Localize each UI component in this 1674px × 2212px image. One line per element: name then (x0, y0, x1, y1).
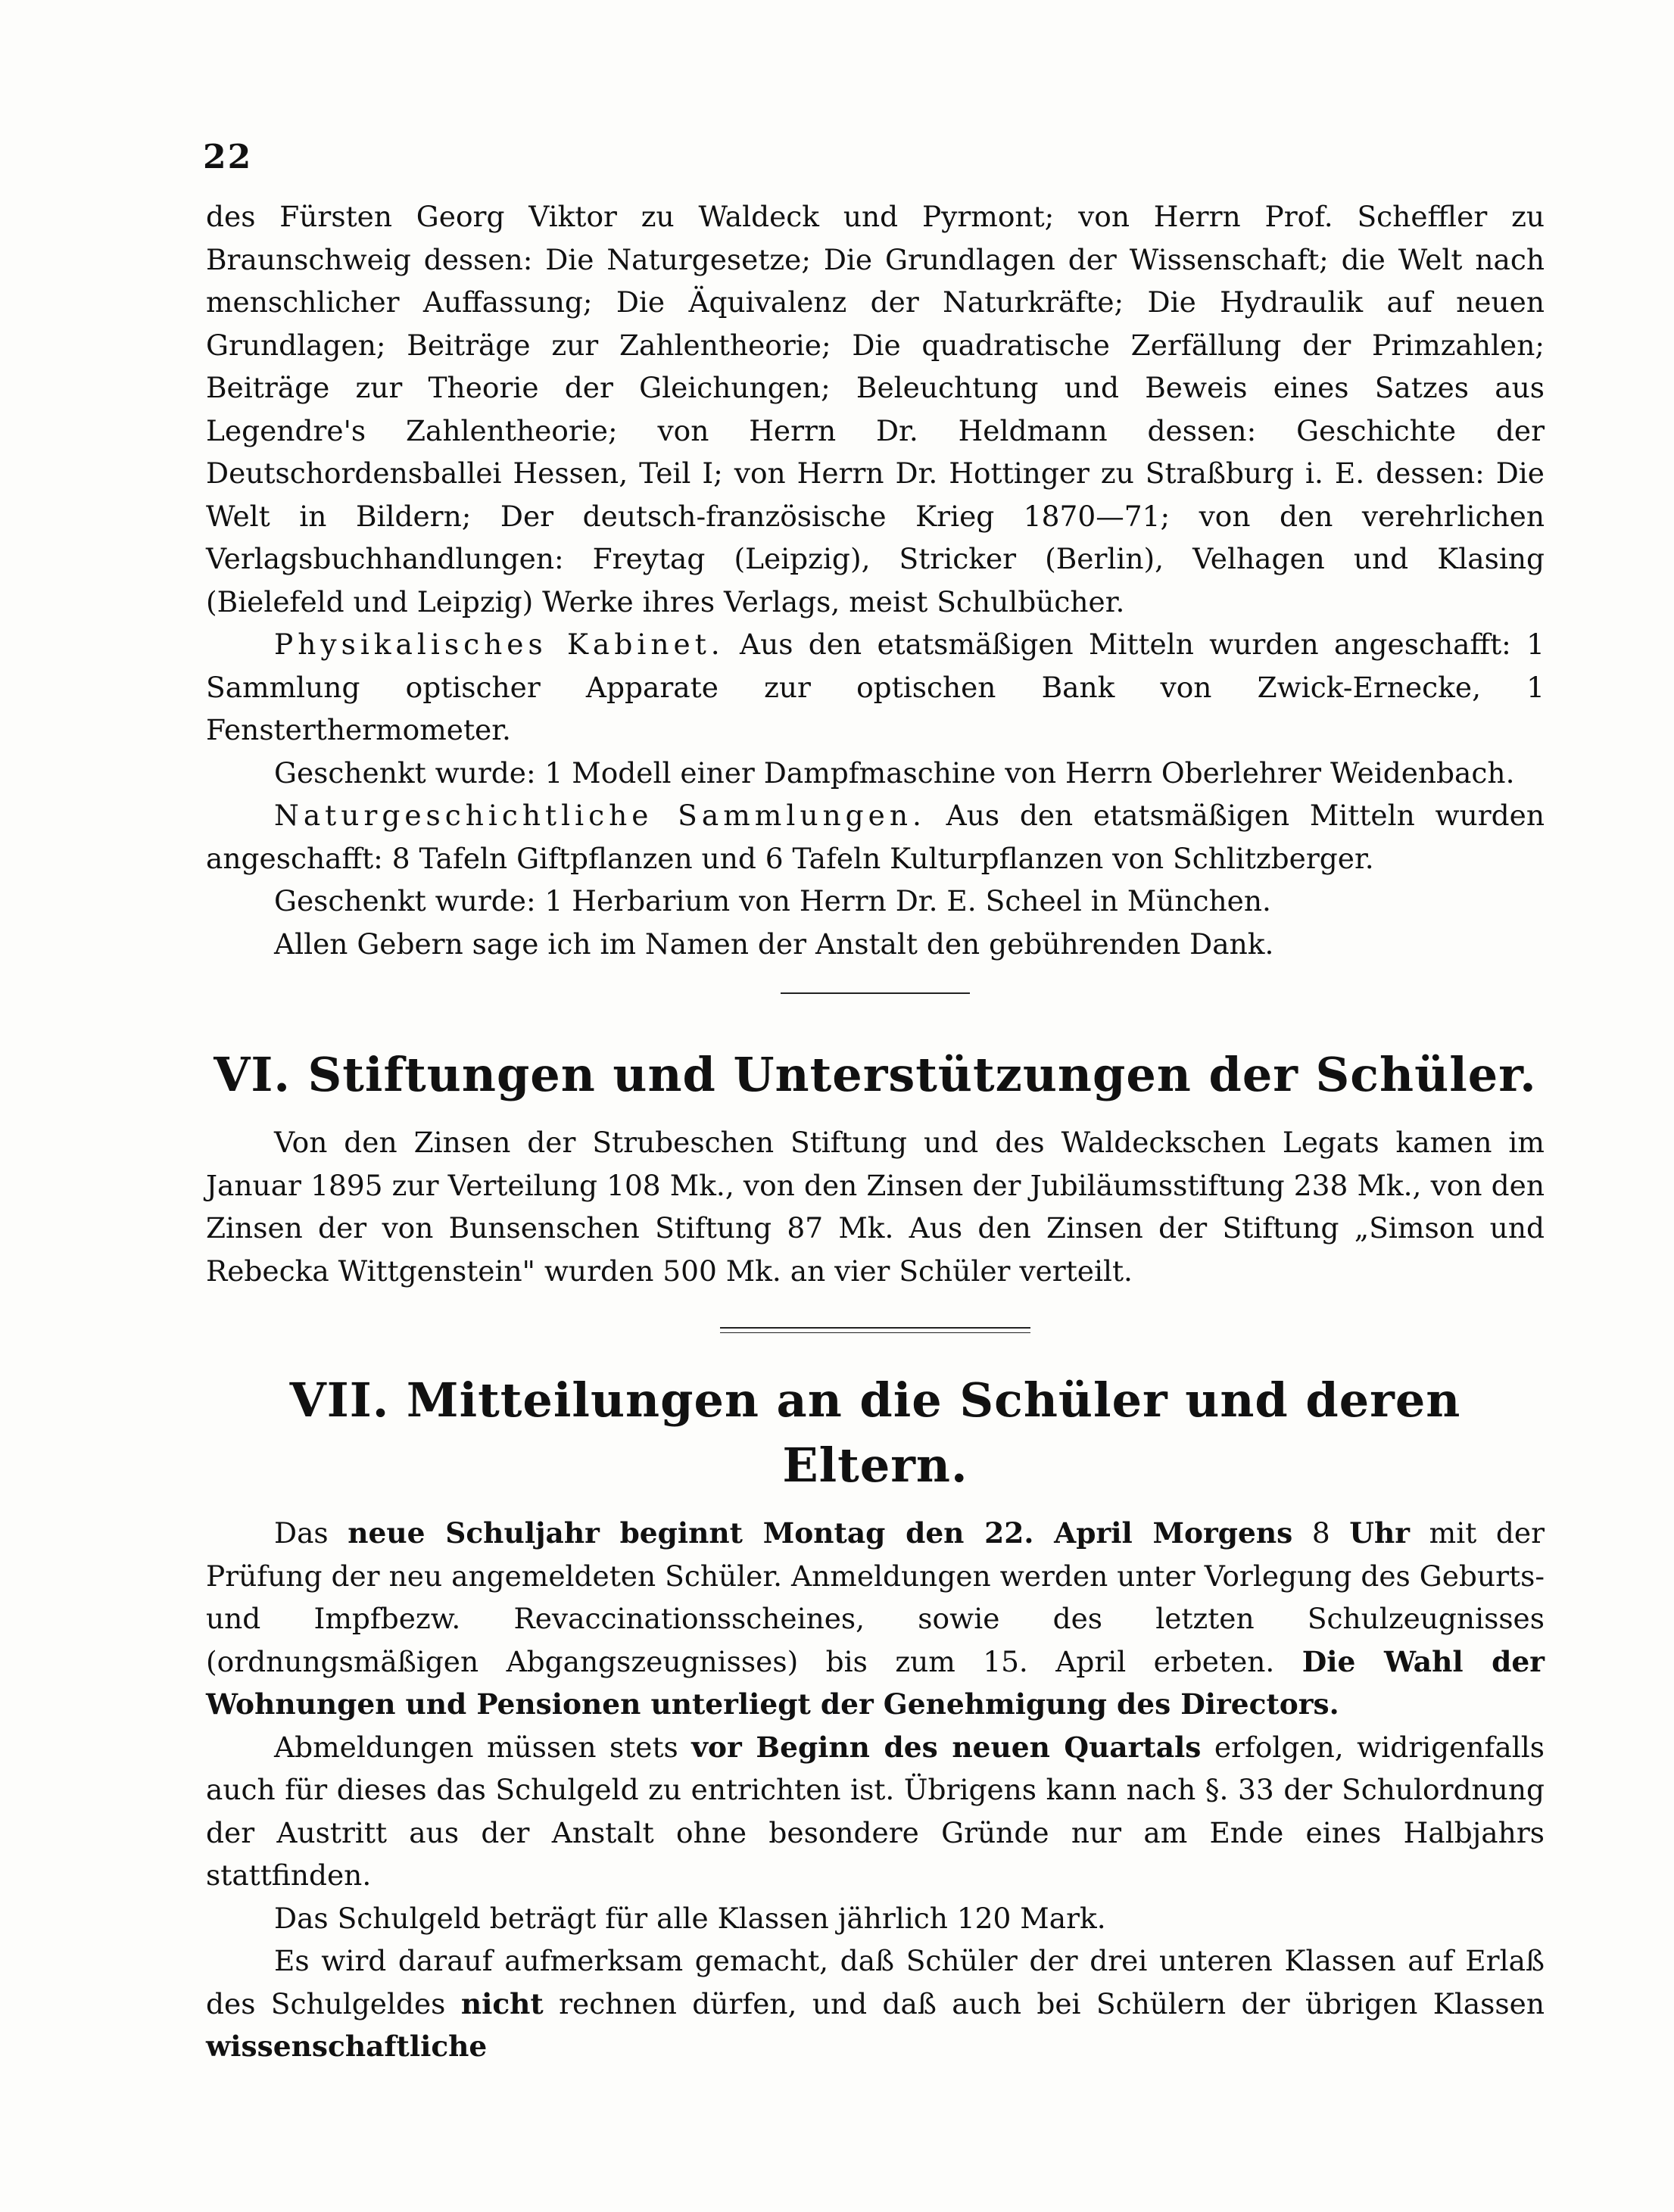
natural-history-heading: Naturgeschichtliche Sammlungen. (274, 799, 926, 832)
text-run: rechnen dürfen, und daß auch bei Schülern der übrigen Klassen (543, 1986, 1545, 2020)
thanks-paragraph: Allen Gebern sage ich im Namen der Anstalt den gebührenden Dank. (274, 927, 1274, 961)
section-7-paragraph-2 (206, 1726, 1545, 1897)
physics-cabinet-heading: Physikalisches Kabinet. (274, 628, 725, 661)
section-6-heading: VI. Stiftungen und Unterstützungen der Schüler. (214, 1047, 1537, 1102)
page-number: 22 (203, 138, 253, 176)
text-run: Abmeldungen müssen stets (274, 1730, 692, 1764)
section-7-heading: VII. Mitteilungen an die Schüler und deren Eltern. (289, 1372, 1461, 1493)
section-divider-double (720, 1327, 1030, 1333)
natural-history-paragraph (206, 794, 1545, 880)
emphasis-run: nicht (460, 1986, 544, 2020)
section-7-paragraph-1 (206, 1512, 1545, 1726)
emphasis-run: wissenschaftliche (206, 2030, 488, 2063)
natural-history-text: Aus den etatsmäßigen Mitteln wurden angeschafft: 8 Tafeln Giftpflanzen und 6 Tafeln Kulturpflanzen von Schlitzberger. (206, 799, 1545, 875)
text-run: erfolgen, widrigenfalls auch für dieses das Schulgeld zu entrichten ist. Übrigens kann nach §. 33 der Schulordnung der Austritt aus der Anstalt ohne besondere Gründe nur am Ende eines Halbjahrs stattfinden. (206, 1730, 1545, 1892)
section-6-paragraph: Von den Zinsen der Strubeschen Stiftung und des Waldeckschen Legats kamen im Januar 1895 zur Verteilung 108 Mk., von den Zinsen der Jubiläumsstiftung 238 Mk., von den Zinsen der von Bunsenschen Stiftung 87 Mk. Aus den Zinsen der Stiftung „Simson und Rebecka Wittgenstein" wurden 500 Mk. an vier Schüler verteilt. (206, 1126, 1545, 1288)
section-7-paragraph-3: Das Schulgeld beträgt für alle Klassen jährlich 120 Mark. (274, 1901, 1106, 1935)
emphasis-run: vor Beginn des neuen Quartals (691, 1730, 1202, 1764)
physics-gift-paragraph: Geschenkt wurde: 1 Modell einer Dampfmaschine von Herrn Oberlehrer Weidenbach. (274, 756, 1515, 790)
herbarium-gift-paragraph: Geschenkt wurde: 1 Herbarium von Herrn Dr. E. Scheel in München. (274, 884, 1271, 918)
section-7-paragraph-4 (206, 1939, 1545, 2068)
physics-cabinet-text: Aus den etatsmäßigen Mitteln wurden angeschafft: 1 Sammlung optischer Apparate zur optischen Bank von Zwick-Ernecke, 1 Fensterthermometer. (206, 628, 1545, 746)
physics-cabinet-paragraph (206, 623, 1545, 752)
library-donations-paragraph: des Fürsten Georg Viktor zu Waldeck und Pyrmont; von Herrn Prof. Scheffler zu Braunschweig dessen: Die Naturgesetze; Die Grundlagen der Wissenschaft; die Welt nach menschlicher Auffassung; Die Äquivalenz der Naturkräfte; Die Hydraulik auf neuen Grundlagen; Beiträge zur Zahlentheorie; Die quadratische Zerfällung der Primzahlen; Beiträge zur Theorie der Gleichungen; Beleuchtung und Beweis eines Satzes aus Legendre's Zahlentheorie; von Herrn Dr. Heldmann dessen: Geschichte der Deutschordensballei Hessen, Teil I; von Herrn Dr. Hottinger zu Straßburg i. E. dessen: Die Welt in Bildern; Der deutsch-französische Krieg 1870—71; von den verehrlichen Verlagsbuchhandlungen: Freytag (Leipzig), Stricker (Berlin), Velhagen und Klasing (Bielefeld und Leipzig) Werke ihres Verlags, meist Schulbücher. (206, 200, 1545, 618)
emphasis-run: neue Schuljahr beginnt Montag den 22. April Morgens (348, 1516, 1293, 1550)
text-run: mit der Prüfung der neu angemeldeten Schüler. Anmeldungen werden unter Vorlegung des Geburts- und Impfbezw. Revaccinationsscheines, sowie des letzten Schulzeugnisses (ordnungsmäßigen Abgangszeugnisses) bis zum 15. April erbeten. (206, 1516, 1545, 1678)
page-body (206, 195, 1545, 2068)
text-run: Das (274, 1516, 348, 1550)
emphasis-run: Die Wahl der Wohnungen und Pensionen unterliegt der Genehmigung des Directors. (206, 1644, 1545, 1721)
text-run: 8 (1292, 1516, 1350, 1550)
emphasis-run: Uhr (1349, 1516, 1411, 1550)
text-run: Es wird darauf aufmerksam gemacht, daß Schüler der drei unteren Klassen auf Erlaß des Schulgeldes (206, 1944, 1545, 2020)
